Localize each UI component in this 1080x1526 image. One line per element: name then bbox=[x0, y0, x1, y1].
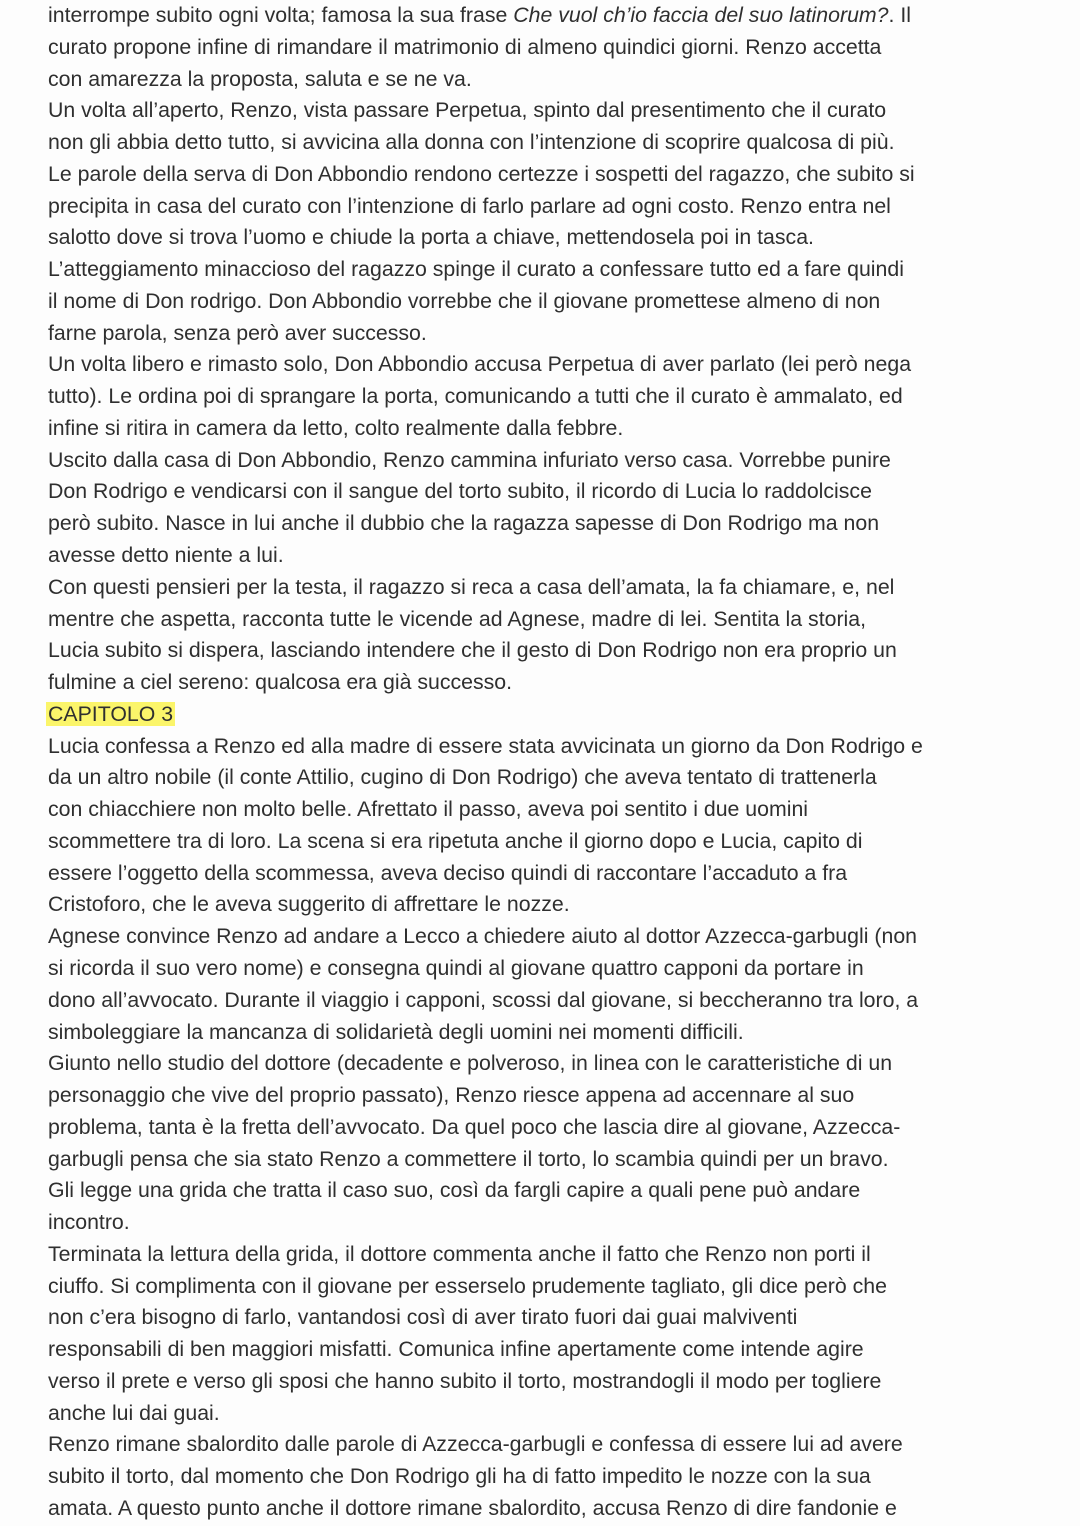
text-line: scommettere tra di loro. La scena si era ripetuta anche il giorno dopo e Lucia, capito di bbox=[48, 828, 863, 853]
text-line: però subito. Nasce in lui anche il dubbio che la ragazza sapesse di Don Rodrigo ma non bbox=[48, 511, 880, 536]
text-line: L’atteggiamento minaccioso del ragazzo spinge il curato a confessare tutto ed a fare quindi bbox=[48, 257, 904, 282]
text-line: incontro. bbox=[48, 1210, 130, 1235]
text-line: Con questi pensieri per la testa, il ragazzo si reca a casa dell’amata, la fa chiamare, e, nel bbox=[48, 574, 895, 599]
text-line: Uscito dalla casa di Don Abbondio, Renzo cammina infuriato verso casa. Vorrebbe punire bbox=[48, 447, 891, 472]
text-line: il nome di Don rodrigo. Don Abbondio vorrebbe che il giovane promettese almeno di non bbox=[48, 288, 881, 313]
text-segment: interrompe subito ogni volta; famosa la sua frase bbox=[48, 3, 514, 27]
chapter-heading-line bbox=[48, 699, 1058, 731]
italic-quote: Che vuol ch’io faccia del suo latinorum? bbox=[513, 3, 889, 27]
text-line: responsabili di ben maggiori misfatti. Comunica infine apertamente come intende agire bbox=[48, 1337, 864, 1362]
text-line: salotto dove si trova l’uomo e chiude la porta a chiave, mettendosela poi in tasca. bbox=[48, 225, 814, 250]
text-line: Un volta all’aperto, Renzo, vista passare Perpetua, spinto dal presentimento che il curato bbox=[48, 98, 887, 123]
text-line: Don Rodrigo e vendicarsi con il sangue del torto subito, il ricordo di Lucia lo raddolcisce bbox=[48, 479, 872, 504]
text-line: farne parola, senza però aver successo. bbox=[48, 320, 427, 345]
chapter-3-text bbox=[48, 731, 1058, 1525]
text-line: Un volta libero e rimasto solo, Don Abbondio accusa Perpetua di aver parlato (lei però nega bbox=[48, 352, 912, 377]
text-line: Lucia confessa a Renzo ed alla madre di essere stata avvicinata un giorno da Don Rodrigo e bbox=[48, 733, 923, 758]
text-line: con amarezza la proposta, saluta e se ne va. bbox=[48, 66, 472, 91]
text-line: Renzo rimane sbalordito dalle parole di Azzecca-garbugli e confessa di essere lui ad avere bbox=[48, 1432, 903, 1457]
text-line: tutto). Le ordina poi di sprangare la porta, comunicando a tutti che il curato è ammalato, ed bbox=[48, 384, 903, 409]
text-line: Agnese convince Renzo ad andare a Lecco a chiedere aiuto al dottor Azzecca-garbugli (non bbox=[48, 924, 918, 949]
chapter-2-text bbox=[48, 32, 1058, 699]
text-line: Le parole della serva di Don Abbondio rendono certezze i sospetti del ragazzo, che subito si bbox=[48, 161, 915, 186]
text-line: si ricorda il suo vero nome) e consegna quindi al giovane quattro capponi da portare in bbox=[48, 955, 864, 980]
text-line bbox=[48, 0, 1058, 32]
text-line: Lucia subito si dispera, lasciando intendere che il gesto di Don Rodrigo non era proprio un bbox=[48, 638, 897, 663]
text-line: Cristoforo, che le aveva suggerito di affrettare le nozze. bbox=[48, 892, 570, 917]
text-line: subito il torto, dal momento che Don Rodrigo gli ha di fatto impedito le nozze con la sua bbox=[48, 1464, 871, 1489]
text-line: infine si ritira in camera da letto, colto realmente dalla febbre. bbox=[48, 415, 624, 440]
text-line: garbugli pensa che sia stato Renzo a commettere il torto, lo scambia quindi per un bravo. bbox=[48, 1146, 889, 1171]
text-line: Giunto nello studio del dottore (decadente e polveroso, in linea con le caratteristiche di un bbox=[48, 1051, 893, 1076]
text-line: problema, tanta è la fretta dell’avvocato. Da quel poco che lascia dire al giovane, Azzecca- bbox=[48, 1114, 901, 1139]
text-line: essere l’oggetto della scommessa, aveva deciso quindi di raccontare l’accaduto a fra bbox=[48, 860, 848, 885]
text-line: non c’era bisogno di farlo, vantandosi così di aver tirato fuori dai guai malviventi bbox=[48, 1305, 798, 1330]
text-line: personaggio che vive del proprio passato), Renzo riesce appena ad accennare al suo bbox=[48, 1083, 855, 1108]
text-segment: . Il bbox=[888, 3, 911, 27]
chapter-heading: CAPITOLO 3 bbox=[48, 701, 174, 726]
text-line: amata. A questo punto anche il dottore rimane sbalordito, accusa Renzo di dire fandonie e bbox=[48, 1495, 897, 1520]
text-line: da un altro nobile (il conte Attilio, cugino di Don Rodrigo) che aveva tentato di trattenerla bbox=[48, 765, 877, 790]
text-line: non gli abbia detto tutto, si avvicina alla donna con l’intenzione di scoprire qualcosa di più. bbox=[48, 130, 895, 155]
text-line: Gli legge una grida che tratta il caso suo, così da fargli capire a quali pene può andare bbox=[48, 1178, 861, 1203]
text-line: mentre che aspetta, racconta tutte le vicende ad Agnese, madre di lei. Sentita la storia, bbox=[48, 606, 867, 631]
document-body bbox=[48, 0, 1058, 1525]
text-line: Terminata la lettura della grida, il dottore commenta anche il fatto che Renzo non porti il bbox=[48, 1241, 871, 1266]
text-line: precipita in casa del curato con l’intenzione di farlo parlare ad ogni costo. Renzo entra nel bbox=[48, 193, 891, 218]
text-line: avesse detto niente a lui. bbox=[48, 543, 284, 568]
text-line: simboleggiare la mancanza di solidarietà degli uomini nei momenti difficili. bbox=[48, 1019, 744, 1044]
text-line: fulmine a ciel sereno: qualcosa era già successo. bbox=[48, 670, 513, 695]
text-line: curato propone infine di rimandare il matrimonio di almeno quindici giorni. Renzo accetta bbox=[48, 34, 882, 59]
text-line: anche lui dai guai. bbox=[48, 1400, 220, 1425]
text-line: verso il prete e verso gli sposi che hanno subito il torto, mostrandogli il modo per togliere bbox=[48, 1368, 882, 1393]
text-line: dono all’avvocato. Durante il viaggio i capponi, scossi dal giovane, si beccheranno tra loro, a bbox=[48, 987, 919, 1012]
text-line: ciuffo. Si complimenta con il giovane per esserselo prudemente tagliato, gli dice però che bbox=[48, 1273, 887, 1298]
text-line: con chiacchiere non molto belle. Afrettato il passo, aveva poi sentito i due uomini bbox=[48, 797, 809, 822]
